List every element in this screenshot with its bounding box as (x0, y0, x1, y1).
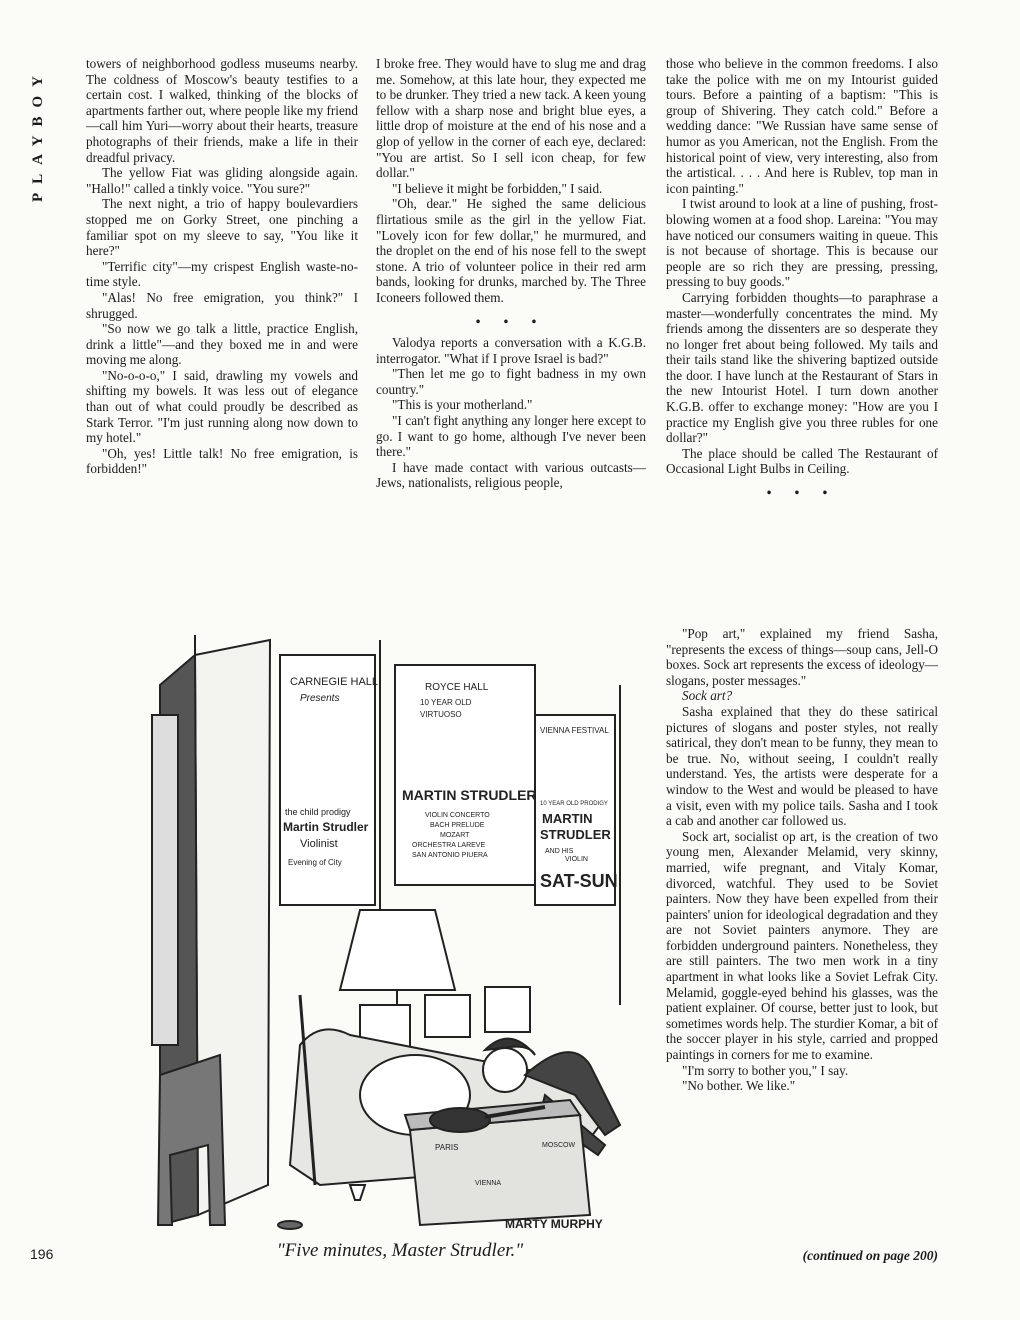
poster-text: Presents (300, 693, 340, 704)
poster-text: VIENNA FESTIVAL (540, 726, 609, 735)
poster-text: ROYCE HALL (425, 682, 489, 693)
paragraph: Sock art? (682, 688, 733, 704)
poster-text: Martin Strudler (283, 820, 369, 834)
poster-text: MOZART (440, 832, 470, 839)
paragraph: "Then let me go to fight badness in my own country." (376, 366, 646, 397)
column-2 (376, 56, 646, 491)
paragraph: "Terrific city"—my crispest English waste-no-time style. (86, 258, 358, 290)
paragraph: The place should be called The Restaurant of Occasional Light Bulbs in Ceiling. (666, 445, 938, 477)
poster-text: the child prodigy (285, 807, 351, 817)
paragraph: I have made contact with various outcasts—Jews, nationalists, religious people, (376, 459, 646, 491)
paragraph: "Alas! No free emigration, you think?" I shrugged. (86, 289, 358, 321)
section-separator: • • • (475, 313, 547, 329)
column-3 (666, 56, 938, 507)
poster-text: STRUDLER (540, 827, 611, 842)
artist-signature: MARTY MURPHY (505, 1217, 603, 1230)
page-number: 196 (30, 1246, 54, 1262)
poster-text: MARTIN (542, 811, 593, 826)
paragraph: towers of neighborhood godless museums nearby. The coldness of Moscow's beauty testifies to a certain cost. I walked, thinking of the blocks of apartments farther out, where people like my friend—call him Yuri—worry about their hearts, treasure photographs of their friends, make a life in their dreadful privacy. (86, 56, 358, 165)
poster-text: SAT-SUN (540, 871, 618, 891)
paragraph: Sasha explained that they do these satirical pictures of slogans and poster styles, not really satirical, they don't mean to be funny, they mean to be true. No, without seeing, I couldn't really understand. Yes, the artists were desperate for a window to the West and would be pleased to have a visit, even with my police tails. Sasha and I took a cab and another car followed us. (666, 703, 938, 829)
paragraph: "Pop art," explained my friend Sasha, "represents the excess of things—soup cans, Jell-O boxes. Sock art represents the excess of ideology—slogans, poster messages." (666, 626, 938, 688)
paragraph: I twist around to look at a line of pushing, frost-blowing women at a food shop. Lareina: "You may have noticed our consumers waiting in queue. This is not because of shortage. This is because our people are so rich they are pressing, pressing, pressing to buy goods." (666, 196, 938, 290)
continued-note: (continued on page 200) (802, 1248, 938, 1263)
paragraph: Valodya reports a conversation with a K.G.B. interrogator. "What if I prove Israel is bad?" (376, 335, 646, 366)
paragraph: "Oh, dear." He sighed the same delicious flirtatious smile as the girl in the yellow Fiat. "Lovely icon for few dollar," he murmured, and the droplet on the end of his nose fell to the swept stone. A trio of volunteer police in their red arm bands, looking for drunks, marched by. The Three Iconeers followed them. (376, 196, 646, 305)
paragraph: The next night, a trio of happy boulevardiers stopped me on Gorky Street, one pinching a familiar spot on my sleeve to say, "You like it here?" (86, 196, 358, 259)
paragraph: Carrying forbidden thoughts—to paraphrase a master—wonderfully concentrates the mind. My friends among the dissenters are so desperate they no longer fret about being followed. My tails and their tails stand like the shivering baptized outside the door. I have lunch at the Restaurant of Stars in the new Intourist Hotel. I turn down another K.G.B. offer to exchange money: "How are you I practice my English give you three rubles for one dollar?" (666, 289, 938, 446)
poster-text: ORCHESTRA LAREVE (412, 842, 486, 849)
poster-text: SAN ANTONIO PIUERA (412, 852, 488, 859)
poster-text: BACH PRELUDE (430, 822, 485, 829)
column-3-continued (666, 626, 938, 1094)
poster-text: VIOLIN CONCERTO (425, 812, 490, 819)
paragraph: I broke free. They would have to slug me and drag me. Somehow, at this late hour, they expected me to be drunker. They tried a new tack. A keen young fellow with a sharp nose and bright blue eyes, a little drop of moisture at the end of his nose and a glop of yellow in the corner of each eye, declared: "You are artist. So I sell icon cheap, for few dollar." (376, 56, 646, 181)
paragraph: The yellow Fiat was gliding alongside again. "Hallo!" called a tinkly voice. "You sure?" (86, 165, 358, 196)
poster-text: Violinist (300, 838, 338, 850)
poster-text: AND HIS (545, 848, 574, 855)
luggage-label: PARIS (435, 1143, 459, 1152)
paragraph: "No bother. We like." (682, 1078, 796, 1094)
poster-text: Evening of City (288, 858, 342, 867)
section-separator: • • • (766, 485, 838, 501)
paragraph: "So now we go talk a little, practice English, drink a little"—and they boxed me in and were moving me along. (86, 321, 358, 368)
cartoon-illustration (150, 625, 650, 1230)
paragraph: "This is your motherland." (392, 397, 533, 413)
poster-text: VIRTUOSO (420, 710, 462, 719)
paragraph: "Oh, yes! Little talk! No free emigration, is forbidden!" (86, 445, 358, 477)
paragraph: "No-o-o-o," I said, drawling my vowels and shifting my bowels. It was less out of elegance than out of what could proudly be described as Stark Terror. "I'm just running along now down to my hotel." (86, 367, 358, 446)
paragraph: "I'm sorry to bother you," I say. (682, 1062, 849, 1078)
paragraph: those who believe in the common freedoms. I also take the police with me on my Intourist guided tours. Before a painting of a baptism: "This is group of Shivering. They catch cold." Before a wedding dance: "We Russian have same sense of humor as you American, not the English. From the historical point of view, very interesting, also from the artistical. . . . And here is Rublev, top man in icon painting." (666, 56, 938, 196)
luggage-label: VIENNA (475, 1180, 502, 1187)
poster-text: MARTIN STRUDLER (402, 787, 537, 803)
column-1 (86, 56, 358, 477)
paragraph: "I can't fight anything any longer here except to go. I want to go home, although I've never been there." (376, 413, 646, 460)
poster-text: 10 YEAR OLD (420, 698, 472, 707)
poster-text: CARNEGIE HALL (290, 676, 379, 688)
luggage-label: MOSCOW (542, 1142, 576, 1149)
poster-text: 10 YEAR OLD PRODIGY (540, 801, 608, 807)
paragraph: "I believe it might be forbidden," I said. (392, 180, 603, 196)
paragraph: Sock art, socialist op art, is the creation of two young men, Alexander Melamid, very skinny, married, wife pregnant, and Vitaly Komar, divorced, watchful. They used to be Soviet painters. Now they have been expelled from their painters' union for ideological degradation and they are not Soviet painters anymore. They are forbidden underground painters. Nonetheless, they are still painters. The two men work in a tiny apartment in what looks like a Soviet Lefrak City. Melamid, goggle-eyed behind his glasses, was the patient explainer. Of course, better just to look, but sometimes words help. The sturdier Komar, a bit of the soccer player in his style, carried and propped paintings in corners for me to examine. (666, 828, 938, 1063)
cartoon-caption: "Five minutes, Master Strudler." (276, 1240, 524, 1261)
poster-text: VIOLIN (565, 856, 588, 863)
masthead: PLAYBOY (30, 67, 46, 202)
